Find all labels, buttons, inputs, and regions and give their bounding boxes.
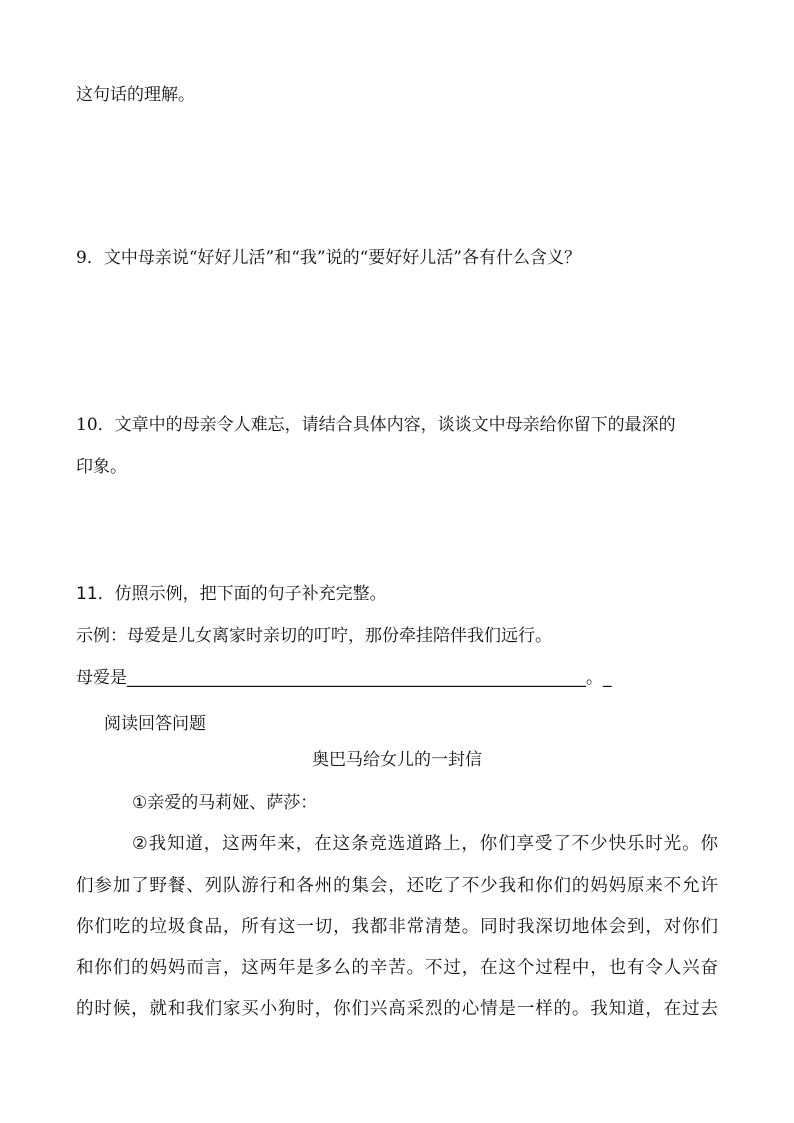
question-11-fill-blank: 母爱是______________________________________________________。_ [76, 668, 612, 688]
question-11-example: 示例：母爱是儿女离家时亲切的叮咛，那份牵挂陪伴我们远行。 [76, 626, 552, 646]
article-paragraph-1: ①亲爱的马莉娅、萨莎： [132, 793, 318, 813]
question-11-prompt: 11．仿照示例，把下面的句子补充完整。 [76, 584, 387, 604]
question-10-line-1: 10．文章中的母亲令人难忘，请结合具体内容，谈谈文中母亲给你留下的最深的 [76, 415, 676, 435]
article-title: 奥巴马给女儿的一封信 [312, 750, 482, 770]
article-paragraph-2-line-1: ②我知道，这两年来，在这条竞选道路上，你们享受了不少快乐时光。你 [132, 834, 718, 854]
article-paragraph-2-line-5: 的时候，就和我们家买小狗时，你们兴高采烈的心情是一样的。我知道，在过去 [76, 999, 718, 1019]
article-paragraph-2-line-3: 你们吃的垃圾食品，所有这一切，我都非常清楚。同时我深切地体会到，对你们 [76, 917, 718, 937]
article-paragraph-2-line-4: 和你们的妈妈而言，这两年是多么的辛苦。不过，在这个过程中，也有令人兴奋 [76, 958, 718, 978]
question-10-line-2: 印象。 [76, 457, 127, 477]
question-9: 9．文中母亲说“好好儿活”和“我”说的“要好好儿活”各有什么含义？ [76, 248, 581, 268]
reading-section-heading: 阅读回答问题 [104, 714, 206, 734]
question-8-continuation: 这句话的理解。 [76, 85, 195, 105]
article-paragraph-2-line-2: 们参加了野餐、列队游行和各州的集会，还吃了不少我和你们的妈妈原来不允许 [76, 876, 718, 896]
